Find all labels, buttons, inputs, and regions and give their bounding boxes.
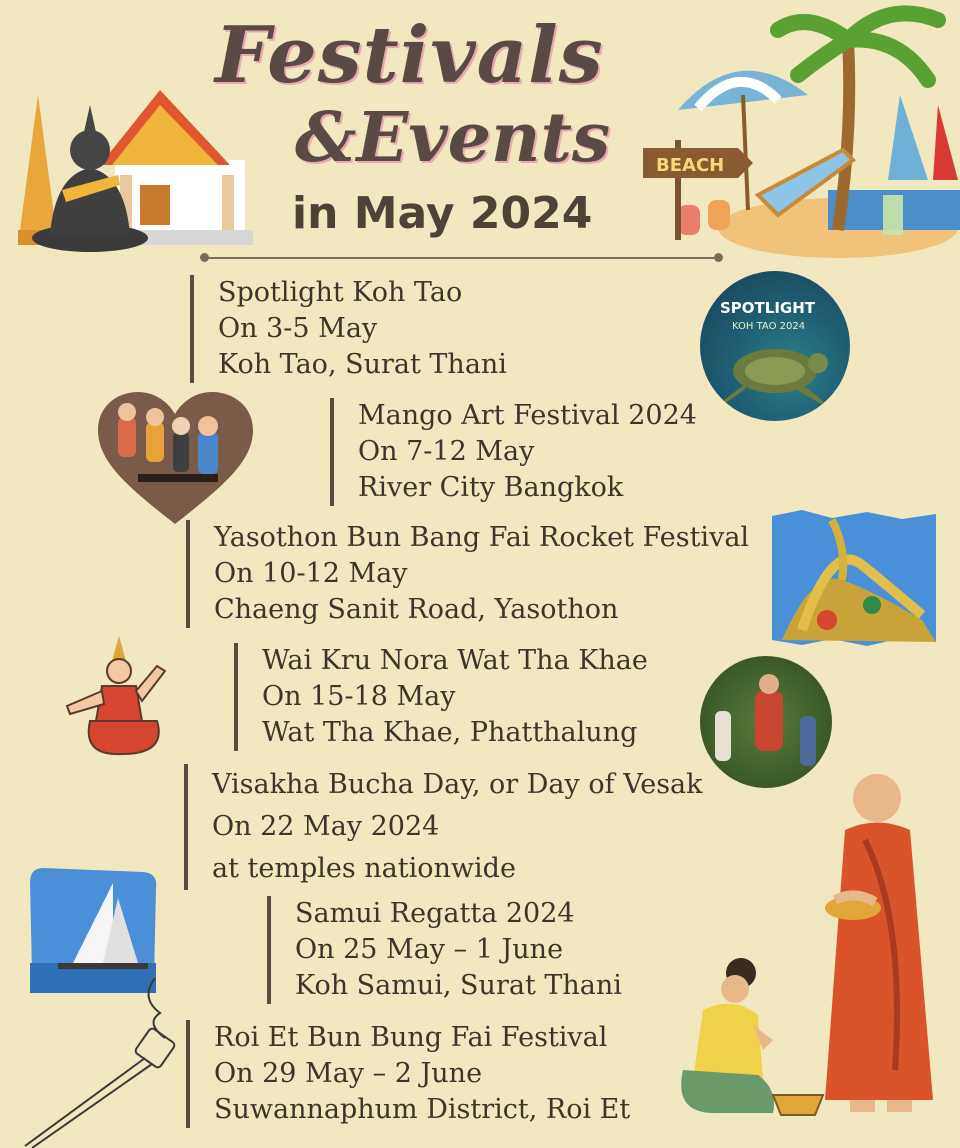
nora-dance-photo [700,656,832,788]
badge-title: SPOTLIGHT [720,299,816,317]
event-place: Koh Samui, Surat Thani [295,970,622,1001]
title-festivals: Festivals [215,10,604,101]
title-events: &Events [295,98,611,178]
event-place: Chaeng Sanit Road, Yasothon [214,594,619,625]
event-place: at temples nationwide [212,853,516,884]
woman-offering-illustration [663,955,828,1130]
beach-sign-text: BEACH [656,155,725,176]
divider-dot-right [714,253,723,262]
beach-illustration [638,0,960,258]
event-wai-kru-nora [234,643,648,751]
event-spotlight-koh-tao [190,275,507,383]
event-date: On 22 May 2024 [212,811,440,842]
bamboo-rocket-illustration [20,978,185,1148]
event-name: Roi Et Bun Bung Fai Festival [214,1022,608,1053]
event-place: Koh Tao, Surat Thani [218,349,507,380]
event-visakha-bucha-day [184,764,703,890]
event-name: Spotlight Koh Tao [218,277,463,308]
badge-subtitle: KOH TAO 2024 [732,321,806,332]
event-place: River City Bangkok [358,472,624,503]
event-samui-regatta [267,896,622,1004]
koh-tao-turtle-image [700,271,850,421]
event-name: Samui Regatta 2024 [295,898,575,929]
event-roi-et-bung-fai [186,1020,630,1128]
title-date: in May 2024 [292,188,593,239]
rocket-festival-image [772,510,936,646]
event-name: Visakha Bucha Day, or Day of Vesak [212,769,703,800]
divider-dot-left [200,253,209,262]
event-date: On 25 May – 1 June [295,934,564,965]
header-divider [205,257,720,259]
monk-illustration [815,770,945,1130]
event-name: Mango Art Festival 2024 [358,400,697,431]
event-yasothon-rocket-festival [186,520,749,628]
event-date: On 29 May – 2 June [214,1058,483,1089]
event-name: Yasothon Bun Bang Fai Rocket Festival [214,522,750,553]
event-place: Wat Tha Khae, Phatthalung [262,717,638,748]
samui-regatta-photo [28,868,158,993]
event-date: On 3-5 May [218,313,378,344]
event-mango-art-festival [330,398,697,506]
event-date: On 7-12 May [358,436,535,467]
mango-art-heart-image [98,392,253,527]
nora-dancer-illustration [62,636,177,761]
event-date: On 15-18 May [262,681,456,712]
event-name: Wai Kru Nora Wat Tha Khae [262,645,648,676]
temple-buddha-illustration [0,80,265,255]
event-date: On 10-12 May [214,558,408,589]
event-place: Suwannaphum District, Roi Et [214,1094,631,1125]
